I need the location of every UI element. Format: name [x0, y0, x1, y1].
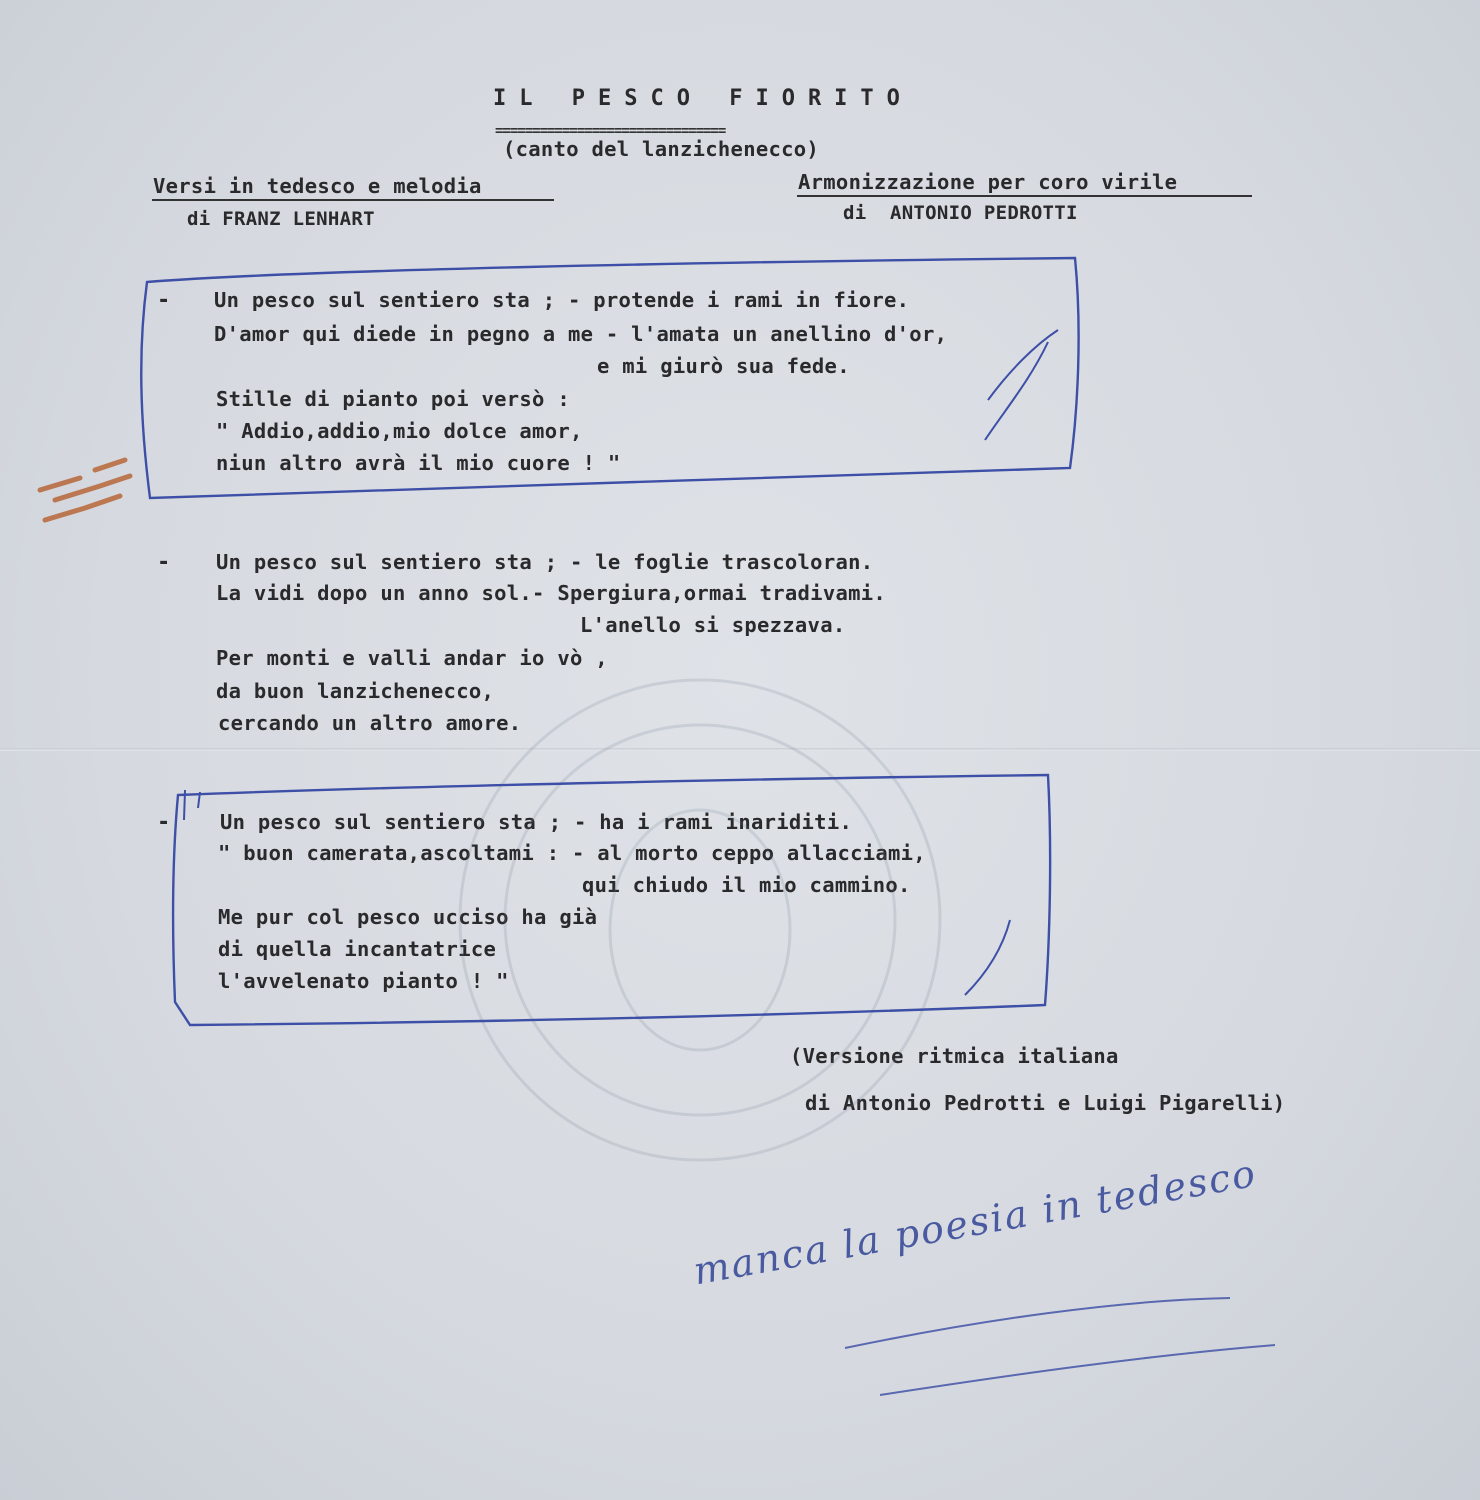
stanza1-line6: niun altro avrà il mio cuore ! " [216, 451, 621, 475]
title-rule: =============================== [495, 123, 726, 139]
footer-line1: (Versione ritmica italiana [790, 1044, 1119, 1068]
stanza2-line4: Per monti e valli andar io vò , [216, 646, 608, 670]
stanza2-line3: L'anello si spezzava. [580, 613, 846, 637]
credits-right-underline [797, 195, 1252, 197]
stanza3-dash: - [157, 810, 171, 835]
stanza1-pen-flourish [985, 330, 1058, 440]
stanza3-line4: Me pur col pesco ucciso ha già [218, 905, 598, 929]
stanza1-line1: Un pesco sul sentiero sta ; - protende i rami in fiore. [214, 288, 910, 312]
stanza3-line3: qui chiudo il mio cammino. [582, 873, 911, 897]
credits-right-name: di ANTONIO PEDROTTI [843, 202, 1078, 224]
stanza3-line1: Un pesco sul sentiero sta ; - ha i rami inariditi. [220, 810, 853, 834]
handwritten-underline-1 [845, 1298, 1230, 1348]
handwritten-note: manca la poesia in tedesco [690, 1150, 1261, 1294]
paper-fold-line [0, 748, 1480, 751]
stanza1-line4: Stille di pianto poi versò : [216, 387, 570, 411]
footer-line2: di Antonio Pedrotti e Luigi Pigarelli) [805, 1091, 1286, 1115]
stanza3-line2: " buon camerata,ascoltami : - al morto ceppo allacciami, [218, 841, 926, 865]
stanza2-line1: Un pesco sul sentiero sta ; - le foglie trascoloran. [216, 550, 874, 574]
stanza3-line6: l'avvelenato pianto ! " [218, 969, 509, 993]
rust-stain-marks [40, 460, 130, 520]
credits-right-heading: Armonizzazione per coro virile [798, 170, 1178, 194]
stanza3-pen-tick [184, 790, 200, 820]
stanza3-line5: di quella incantatrice [218, 937, 497, 961]
stanza1-line3: e mi giurò sua fede. [597, 354, 850, 378]
credits-left-name: di FRANZ LENHART [187, 208, 375, 230]
credits-left-underline [152, 199, 554, 201]
stanza1-dash: - [157, 288, 171, 313]
credits-left-heading: Versi in tedesco e melodia [153, 174, 482, 198]
stanza3-pen-flourish [965, 920, 1010, 995]
stanza2-line6: cercando un altro amore. [218, 711, 522, 735]
stanza1-line2: D'amor qui diede in pegno a me - l'amata un anellino d'or, [214, 322, 948, 346]
stanza2-line5: da buon lanzichenecco, [216, 679, 495, 703]
stanza2-dash: - [157, 550, 171, 575]
document-title: IL PESCO FIORITO [493, 86, 913, 111]
handwritten-underline-2 [880, 1345, 1275, 1395]
document-subtitle: (canto del lanzichenecco) [503, 137, 820, 161]
stanza1-line5: " Addio,addio,mio dolce amor, [216, 419, 583, 443]
stanza2-line2: La vidi dopo un anno sol.- Spergiura,ormai tradivami. [216, 581, 887, 605]
